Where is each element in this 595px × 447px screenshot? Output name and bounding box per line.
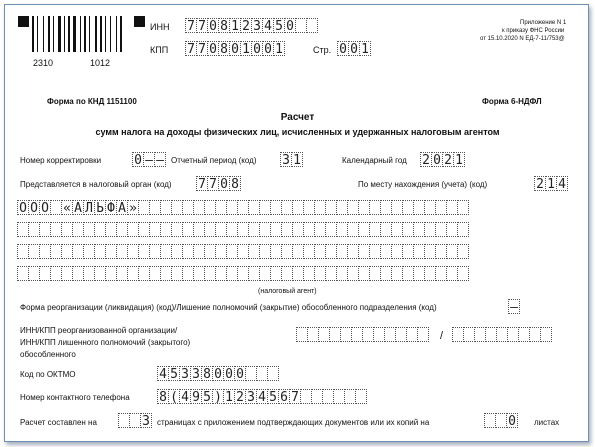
inn-cells[interactable] <box>185 18 317 33</box>
form-type: Форма 6-НДФЛ <box>482 97 542 106</box>
char-cell[interactable] <box>457 200 469 215</box>
oktmo-label: Код по ОКТМО <box>20 370 76 379</box>
char-cell[interactable]: О <box>17 200 29 215</box>
period-label: Отчетный период (код) <box>171 156 257 165</box>
char-cell[interactable]: 0 <box>223 366 235 381</box>
reorg-inn-label-3: обособленного <box>20 350 76 359</box>
char-cell[interactable]: 0 <box>431 152 443 167</box>
phone-cells[interactable] <box>157 389 366 404</box>
reorg-kpp-cells[interactable] <box>452 327 551 342</box>
char-cell[interactable]: 6 <box>278 389 290 404</box>
barcode-bar <box>95 16 97 52</box>
char-cell[interactable]: 7 <box>207 176 219 191</box>
correction-label: Номер корректировки <box>20 156 102 165</box>
char-cell[interactable]: 7 <box>196 18 208 33</box>
char-cell[interactable]: 5 <box>168 366 180 381</box>
reorg-inn-label-1: ИНН/КПП реорганизованной организации/ <box>20 326 178 335</box>
char-cell[interactable]: 3 <box>280 152 292 167</box>
char-cell[interactable] <box>457 222 469 237</box>
char-cell[interactable]: 0 <box>284 18 296 33</box>
corner-marker-icon <box>134 16 145 27</box>
char-cell[interactable]: 2 <box>234 389 246 404</box>
char-cell[interactable] <box>306 18 318 33</box>
oktmo-cells[interactable] <box>157 366 278 381</box>
barcode-bar <box>116 16 117 52</box>
char-cell[interactable]: 2 <box>240 18 252 33</box>
barcode-bar <box>110 16 111 52</box>
inn-label: ИНН <box>150 22 170 32</box>
char-cell[interactable]: 4 <box>556 176 568 191</box>
page-label: Стр. <box>313 45 332 55</box>
char-cell[interactable] <box>540 327 552 342</box>
barcode-bar <box>64 16 65 52</box>
pages-label-2: страницах с приложением подтверждающих документов или их копий на <box>157 418 430 427</box>
char-cell[interactable]: 7 <box>289 389 301 404</box>
char-cell[interactable]: 3 <box>179 366 191 381</box>
phone-label: Номер контактного телефона <box>20 393 130 402</box>
char-cell[interactable]: 4 <box>262 18 274 33</box>
barcode-bar <box>100 16 102 52</box>
char-cell[interactable]: 0 <box>348 41 360 56</box>
char-cell[interactable]: 7 <box>185 41 197 56</box>
reorg-label-box <box>20 303 500 313</box>
char-cell[interactable]: 4 <box>256 389 268 404</box>
char-cell[interactable]: 0 <box>234 366 246 381</box>
char-cell[interactable] <box>417 327 429 342</box>
char-cell[interactable]: 0 <box>506 413 518 428</box>
appendix-line-2: к приказу ФНС России <box>502 28 565 34</box>
barcode-left-number: 2310 <box>33 58 54 68</box>
barcode-bar <box>120 16 122 52</box>
char-cell[interactable]: 4 <box>179 389 191 404</box>
appendix-line-3: от 15.10.2020 N ЕД-7-11/753@ <box>480 36 565 42</box>
char-cell[interactable]: О <box>28 200 40 215</box>
char-cell[interactable]: – <box>508 299 520 314</box>
char-cell[interactable]: О <box>39 200 51 215</box>
char-cell[interactable]: 2 <box>534 176 546 191</box>
char-cell[interactable] <box>267 366 279 381</box>
char-cell[interactable]: 5 <box>273 18 285 33</box>
barcode <box>32 16 128 56</box>
char-cell[interactable]: 1 <box>229 18 241 33</box>
barcode-bar <box>43 16 44 52</box>
char-cell[interactable]: 7 <box>196 176 208 191</box>
page-cells[interactable] <box>337 41 370 56</box>
location-label: По месту нахождения (учета) (код) <box>358 180 488 189</box>
barcode-bar <box>105 16 106 52</box>
year-label: Календарный год <box>342 156 407 165</box>
char-cell[interactable]: 1 <box>359 41 371 56</box>
pages-label-1: Расчет составлен на <box>20 418 97 427</box>
char-cell[interactable]: 8 <box>157 389 169 404</box>
reorg-label: Форма реорганизации (ликвидация) (код)/Лишение полномочий (закрытие) обособленного подразделения (код) <box>20 303 437 312</box>
barcode-bar <box>48 16 50 52</box>
char-cell[interactable]: 0 <box>337 41 349 56</box>
char-cell[interactable]: А <box>72 200 84 215</box>
char-cell[interactable]: 0 <box>212 366 224 381</box>
char-cell[interactable]: ( <box>168 389 180 404</box>
authority-cells[interactable] <box>196 176 240 191</box>
char-cell[interactable]: 2 <box>420 152 432 167</box>
char-cell[interactable]: 3 <box>190 366 202 381</box>
char-cell[interactable]: 5 <box>267 389 279 404</box>
char-cell[interactable]: 8 <box>229 176 241 191</box>
char-cell[interactable]: 3 <box>251 18 263 33</box>
barcode-bar <box>89 16 90 52</box>
char-cell[interactable]: 1 <box>223 389 235 404</box>
barcode-bar <box>68 16 70 52</box>
reorg-slash: / <box>440 330 444 342</box>
year-cells[interactable] <box>420 152 464 167</box>
char-cell[interactable]: 0 <box>207 18 219 33</box>
char-cell[interactable]: » <box>127 200 139 215</box>
char-cell[interactable]: 8 <box>218 41 230 56</box>
barcode-right-number: 1012 <box>90 58 111 68</box>
barcode-bar <box>58 16 61 52</box>
barcode-bar <box>73 16 76 52</box>
char-cell[interactable] <box>355 389 367 404</box>
char-cell[interactable]: 1 <box>453 152 465 167</box>
char-cell[interactable]: 2 <box>442 152 454 167</box>
pages-cells[interactable] <box>118 413 151 428</box>
appendix-line-1: Приложение N 1 <box>520 20 567 26</box>
char-cell[interactable]: ) <box>212 389 224 404</box>
barcode-bar <box>37 16 38 52</box>
char-cell[interactable]: – <box>154 152 166 167</box>
char-cell[interactable] <box>457 244 469 259</box>
reorg-inn-cells[interactable] <box>296 327 428 342</box>
char-cell[interactable]: – <box>143 152 155 167</box>
char-cell[interactable]: Ф <box>105 200 117 215</box>
char-cell[interactable]: 9 <box>190 389 202 404</box>
form-title: Расчет <box>280 112 315 123</box>
reorg-inn-label-2: ИНН/КПП лишенного полномочий (закрытого) <box>20 338 191 347</box>
agent-name-row-1[interactable] <box>17 200 468 215</box>
kpp-cells[interactable] <box>185 41 284 56</box>
char-cell[interactable]: А <box>116 200 128 215</box>
char-cell[interactable]: 1 <box>545 176 557 191</box>
agent-name-row-3[interactable] <box>17 244 468 259</box>
sheets-label: листах <box>534 418 560 427</box>
char-cell[interactable]: 7 <box>196 41 208 56</box>
char-cell[interactable]: 0 <box>207 41 219 56</box>
corner-marker-icon <box>18 16 29 27</box>
barcode-bar <box>53 16 54 52</box>
char-cell[interactable]: 0 <box>218 176 230 191</box>
char-cell[interactable]: « <box>61 200 73 215</box>
barcode-bar <box>32 16 34 52</box>
char-cell[interactable]: 0 <box>229 41 241 56</box>
char-cell[interactable]: 0 <box>262 41 274 56</box>
char-cell[interactable]: 7 <box>185 18 197 33</box>
agent-name-row-4[interactable] <box>17 266 468 281</box>
period-cells[interactable] <box>280 152 302 167</box>
agent-caption: (налоговый агент) <box>258 288 317 295</box>
barcode-bar <box>84 16 86 52</box>
char-cell[interactable]: 5 <box>201 389 213 404</box>
char-cell[interactable]: 8 <box>218 18 230 33</box>
reorg-cells[interactable] <box>508 299 519 314</box>
barcode-bar <box>80 16 81 52</box>
char-cell[interactable]: 3 <box>140 413 152 428</box>
char-cell[interactable]: 1 <box>240 41 252 56</box>
char-cell[interactable]: 3 <box>245 389 257 404</box>
char-cell[interactable]: 8 <box>201 366 213 381</box>
correction-cells[interactable] <box>132 152 165 167</box>
char-cell[interactable]: Л <box>83 200 95 215</box>
char-cell[interactable] <box>457 266 469 281</box>
char-cell[interactable]: 1 <box>291 152 303 167</box>
location-cells[interactable] <box>534 176 567 191</box>
kpp-label: КПП <box>150 45 169 55</box>
agent-name-row-2[interactable] <box>17 222 468 237</box>
char-cell[interactable]: 1 <box>273 41 285 56</box>
sheets-cells[interactable] <box>484 413 517 428</box>
form-subtitle: сумм налога на доходы физических лиц, исчисленных и удержанных налоговым агентом <box>95 127 500 137</box>
form-knd: Форма по КНД 1151100 <box>47 97 137 106</box>
char-cell[interactable]: 0 <box>251 41 263 56</box>
authority-label: Представляется в налоговый орган (код) <box>20 180 172 189</box>
char-cell[interactable]: 0 <box>132 152 144 167</box>
char-cell[interactable]: Ь <box>94 200 106 215</box>
char-cell[interactable]: 4 <box>157 366 169 381</box>
